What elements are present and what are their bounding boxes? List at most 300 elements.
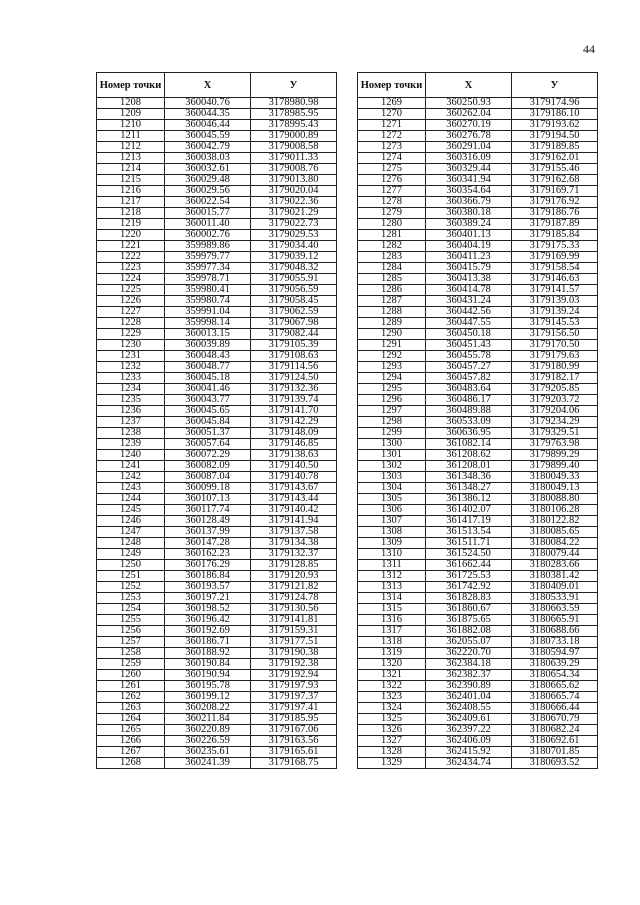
table-row (97, 230, 337, 241)
y-coordinate-cell: 3179763.98 (512, 439, 598, 450)
x-coordinate-cell: 362390.89 (426, 681, 512, 692)
point-number-cell: 1227 (97, 307, 165, 318)
point-number-cell: 1250 (97, 560, 165, 571)
point-number-cell: 1328 (358, 747, 426, 758)
table-row (97, 593, 337, 604)
x-coordinate-cell: 360042.79 (165, 142, 251, 153)
table-row (97, 450, 337, 461)
point-number-cell: 1261 (97, 681, 165, 692)
table-row (358, 505, 598, 516)
y-coordinate-cell: 3179203.72 (512, 395, 598, 406)
x-coordinate-cell: 361348.36 (426, 472, 512, 483)
table-row (97, 747, 337, 758)
table-row (97, 461, 337, 472)
point-number-cell: 1251 (97, 571, 165, 582)
point-number-cell: 1253 (97, 593, 165, 604)
point-number-cell: 1299 (358, 428, 426, 439)
point-number-cell: 1290 (358, 329, 426, 340)
y-coordinate-cell: 3179187.89 (512, 219, 598, 230)
table-header-row (97, 73, 337, 98)
x-coordinate-cell: 360208.22 (165, 703, 251, 714)
y-coordinate-cell: 3179168.75 (251, 758, 337, 769)
point-number-cell: 1246 (97, 516, 165, 527)
table-row (97, 659, 337, 670)
point-number-cell: 1280 (358, 219, 426, 230)
table-row (358, 604, 598, 615)
x-coordinate-cell: 360457.27 (426, 362, 512, 373)
point-number-cell: 1323 (358, 692, 426, 703)
x-coordinate-cell: 359980.74 (165, 296, 251, 307)
table-body-left (97, 98, 337, 769)
table-row (97, 109, 337, 120)
y-coordinate-cell: 3180682.24 (512, 725, 598, 736)
point-number-cell: 1314 (358, 593, 426, 604)
y-coordinate-cell: 3180663.59 (512, 604, 598, 615)
table-row (358, 318, 598, 329)
table-row (358, 703, 598, 714)
y-coordinate-cell: 3180409.01 (512, 582, 598, 593)
point-number-cell: 1307 (358, 516, 426, 527)
point-number-cell: 1277 (358, 186, 426, 197)
point-number-cell: 1278 (358, 197, 426, 208)
y-coordinate-cell: 3180084.22 (512, 538, 598, 549)
y-coordinate-cell: 3180665.91 (512, 615, 598, 626)
x-coordinate-cell: 360057.64 (165, 439, 251, 450)
point-number-cell: 1275 (358, 164, 426, 175)
x-coordinate-cell: 360038.03 (165, 153, 251, 164)
point-number-cell: 1315 (358, 604, 426, 615)
y-coordinate-cell: 3179011.33 (251, 153, 337, 164)
table-row (358, 384, 598, 395)
y-coordinate-cell: 3180283.66 (512, 560, 598, 571)
point-number-cell: 1245 (97, 505, 165, 516)
y-coordinate-cell: 3179180.99 (512, 362, 598, 373)
x-coordinate-cell: 360411.23 (426, 252, 512, 263)
point-number-cell: 1219 (97, 219, 165, 230)
y-coordinate-cell: 3179048.32 (251, 263, 337, 274)
table-row (358, 472, 598, 483)
x-coordinate-cell: 361208.01 (426, 461, 512, 472)
x-coordinate-cell: 359980.41 (165, 285, 251, 296)
table-row (97, 560, 337, 571)
x-coordinate-cell: 360043.77 (165, 395, 251, 406)
table-row (97, 208, 337, 219)
table-row (358, 230, 598, 241)
x-coordinate-cell: 360045.18 (165, 373, 251, 384)
point-number-cell: 1322 (358, 681, 426, 692)
y-coordinate-cell: 3179162.68 (512, 175, 598, 186)
x-coordinate-cell: 360450.18 (426, 329, 512, 340)
y-coordinate-cell: 3179120.93 (251, 571, 337, 582)
point-number-cell: 1281 (358, 230, 426, 241)
table-row (358, 153, 598, 164)
point-number-cell: 1271 (358, 120, 426, 131)
x-coordinate-cell: 362415.92 (426, 747, 512, 758)
point-number-cell: 1329 (358, 758, 426, 769)
point-number-cell: 1268 (97, 758, 165, 769)
table-row (97, 164, 337, 175)
point-number-cell: 1237 (97, 417, 165, 428)
table-row (97, 538, 337, 549)
x-coordinate-cell: 360188.92 (165, 648, 251, 659)
point-number-cell: 1289 (358, 318, 426, 329)
y-coordinate-cell: 3180085.65 (512, 527, 598, 538)
x-coordinate-cell: 360220.89 (165, 725, 251, 736)
x-coordinate-cell: 360192.69 (165, 626, 251, 637)
x-coordinate-cell: 360046.44 (165, 120, 251, 131)
x-header: X (426, 73, 512, 98)
table-row (97, 582, 337, 593)
y-coordinate-cell: 3180079.44 (512, 549, 598, 560)
x-coordinate-cell: 360087.04 (165, 472, 251, 483)
table-row (358, 736, 598, 747)
x-coordinate-cell: 360041.46 (165, 384, 251, 395)
y-coordinate-cell: 3179062.59 (251, 307, 337, 318)
point-number-cell: 1224 (97, 274, 165, 285)
y-coordinate-cell: 3179108.63 (251, 351, 337, 362)
table-row (97, 736, 337, 747)
y-coordinate-cell: 3179162.01 (512, 153, 598, 164)
point-number-cell: 1257 (97, 637, 165, 648)
x-coordinate-cell: 360533.09 (426, 417, 512, 428)
point-number-cell: 1313 (358, 582, 426, 593)
y-coordinate-cell: 3179021.29 (251, 208, 337, 219)
table-row (358, 692, 598, 703)
y-coordinate-cell: 3178980.98 (251, 98, 337, 109)
x-coordinate-cell: 360329.44 (426, 164, 512, 175)
x-coordinate-cell: 360147.28 (165, 538, 251, 549)
point-number-cell: 1244 (97, 494, 165, 505)
point-number-cell: 1308 (358, 527, 426, 538)
point-number-cell: 1220 (97, 230, 165, 241)
x-coordinate-cell: 360039.89 (165, 340, 251, 351)
table-row (358, 120, 598, 131)
x-coordinate-cell: 360045.84 (165, 417, 251, 428)
y-coordinate-cell: 3180381.42 (512, 571, 598, 582)
y-coordinate-cell: 3179169.71 (512, 186, 598, 197)
table-row (97, 648, 337, 659)
x-coordinate-cell: 359978.71 (165, 274, 251, 285)
point-number-cell: 1214 (97, 164, 165, 175)
y-coordinate-cell: 3179008.76 (251, 164, 337, 175)
point-number-cell: 1247 (97, 527, 165, 538)
table-row (358, 714, 598, 725)
point-number-cell: 1226 (97, 296, 165, 307)
point-number-cell: 1259 (97, 659, 165, 670)
y-coordinate-cell: 3179197.37 (251, 692, 337, 703)
x-coordinate-cell: 360241.39 (165, 758, 251, 769)
y-coordinate-cell: 3179000.89 (251, 131, 337, 142)
x-coordinate-cell: 360186.84 (165, 571, 251, 582)
table-row (97, 615, 337, 626)
table-row (97, 373, 337, 384)
table-row (358, 758, 598, 769)
y-coordinate-cell: 3179175.33 (512, 241, 598, 252)
table-row (97, 263, 337, 274)
y-coordinate-cell: 3180666.44 (512, 703, 598, 714)
x-coordinate-cell: 361417.19 (426, 516, 512, 527)
x-coordinate-cell: 360045.59 (165, 131, 251, 142)
point-number-cell: 1272 (358, 131, 426, 142)
y-header: У (251, 73, 337, 98)
x-coordinate-cell: 360162.23 (165, 549, 251, 560)
point-number-cell: 1282 (358, 241, 426, 252)
x-coordinate-cell: 361082.14 (426, 439, 512, 450)
x-coordinate-cell: 360072.29 (165, 450, 251, 461)
point-number-cell: 1285 (358, 274, 426, 285)
point-number-cell: 1293 (358, 362, 426, 373)
x-coordinate-cell: 360489.88 (426, 406, 512, 417)
y-coordinate-cell: 3180654.34 (512, 670, 598, 681)
point-number-cell: 1208 (97, 98, 165, 109)
table-row (97, 714, 337, 725)
y-coordinate-cell: 3179197.41 (251, 703, 337, 714)
y-coordinate-cell: 3179130.56 (251, 604, 337, 615)
point-number-cell: 1223 (97, 263, 165, 274)
point-number-header: Номер точки (358, 73, 426, 98)
point-number-cell: 1286 (358, 285, 426, 296)
y-coordinate-cell: 3179234.29 (512, 417, 598, 428)
table-row (358, 428, 598, 439)
table-row (358, 186, 598, 197)
x-coordinate-cell: 360404.19 (426, 241, 512, 252)
point-number-cell: 1304 (358, 483, 426, 494)
x-coordinate-cell: 360048.43 (165, 351, 251, 362)
x-coordinate-cell: 360186.71 (165, 637, 251, 648)
x-coordinate-cell: 362220.70 (426, 648, 512, 659)
table-row (358, 538, 598, 549)
table-row (358, 406, 598, 417)
point-number-cell: 1255 (97, 615, 165, 626)
table-row (97, 318, 337, 329)
x-coordinate-cell: 360235.61 (165, 747, 251, 758)
y-coordinate-cell: 3179139.24 (512, 307, 598, 318)
point-number-cell: 1276 (358, 175, 426, 186)
point-number-cell: 1317 (358, 626, 426, 637)
point-number-cell: 1241 (97, 461, 165, 472)
table-row (97, 142, 337, 153)
table-row (97, 692, 337, 703)
y-coordinate-cell: 3180106.28 (512, 505, 598, 516)
table-row (97, 384, 337, 395)
y-coordinate-cell: 3179190.38 (251, 648, 337, 659)
y-coordinate-cell: 3179140.42 (251, 505, 337, 516)
point-number-cell: 1213 (97, 153, 165, 164)
y-coordinate-cell: 3179182.17 (512, 373, 598, 384)
y-coordinate-cell: 3180049.13 (512, 483, 598, 494)
y-coordinate-cell: 3179176.92 (512, 197, 598, 208)
table-row (358, 340, 598, 351)
table-row (358, 263, 598, 274)
table-row (358, 373, 598, 384)
y-coordinate-cell: 3180639.29 (512, 659, 598, 670)
x-coordinate-cell: 361860.67 (426, 604, 512, 615)
point-number-cell: 1230 (97, 340, 165, 351)
table-row (358, 98, 598, 109)
table-body-right (358, 98, 598, 769)
y-coordinate-cell: 3179039.12 (251, 252, 337, 263)
x-coordinate-cell: 361828.83 (426, 593, 512, 604)
table-row (358, 527, 598, 538)
x-coordinate-cell: 360413.38 (426, 274, 512, 285)
y-coordinate-cell: 3179186.76 (512, 208, 598, 219)
y-header: У (512, 73, 598, 98)
table-row (358, 461, 598, 472)
table-row (97, 274, 337, 285)
point-number-cell: 1217 (97, 197, 165, 208)
table-row (97, 670, 337, 681)
y-coordinate-cell: 3179140.50 (251, 461, 337, 472)
table-row (97, 681, 337, 692)
x-coordinate-cell: 362055.07 (426, 637, 512, 648)
table-row (97, 604, 337, 615)
point-number-cell: 1302 (358, 461, 426, 472)
point-number-cell: 1319 (358, 648, 426, 659)
table-row (358, 417, 598, 428)
y-coordinate-cell: 3179167.06 (251, 725, 337, 736)
table-row (97, 406, 337, 417)
table-row (97, 395, 337, 406)
x-coordinate-cell: 360389.24 (426, 219, 512, 230)
table-row (97, 329, 337, 340)
table-row (97, 758, 337, 769)
y-coordinate-cell: 3179139.03 (512, 296, 598, 307)
point-number-cell: 1273 (358, 142, 426, 153)
table-row (358, 626, 598, 637)
point-number-cell: 1212 (97, 142, 165, 153)
table-row (358, 296, 598, 307)
table-row (358, 351, 598, 362)
x-coordinate-cell: 360415.79 (426, 263, 512, 274)
y-coordinate-cell: 3179121.82 (251, 582, 337, 593)
table-row (358, 439, 598, 450)
y-coordinate-cell: 3179189.85 (512, 142, 598, 153)
y-coordinate-cell: 3180733.18 (512, 637, 598, 648)
y-coordinate-cell: 3179194.50 (512, 131, 598, 142)
x-coordinate-cell: 360250.93 (426, 98, 512, 109)
point-number-cell: 1312 (358, 571, 426, 582)
x-coordinate-cell: 360341.94 (426, 175, 512, 186)
y-coordinate-cell: 3179034.40 (251, 241, 337, 252)
y-coordinate-cell: 3180533.91 (512, 593, 598, 604)
point-number-cell: 1254 (97, 604, 165, 615)
x-coordinate-cell: 360013.15 (165, 329, 251, 340)
x-coordinate-cell: 360051.37 (165, 428, 251, 439)
point-number-cell: 1309 (358, 538, 426, 549)
point-number-cell: 1316 (358, 615, 426, 626)
point-number-cell: 1210 (97, 120, 165, 131)
table-row (97, 527, 337, 538)
table-row (358, 582, 598, 593)
y-coordinate-cell: 3180670.79 (512, 714, 598, 725)
table-row (358, 659, 598, 670)
y-coordinate-cell: 3179142.29 (251, 417, 337, 428)
table-row (358, 593, 598, 604)
y-coordinate-cell: 3179124.78 (251, 593, 337, 604)
table-row (97, 571, 337, 582)
x-coordinate-cell: 361402.07 (426, 505, 512, 516)
point-number-cell: 1327 (358, 736, 426, 747)
y-coordinate-cell: 3179139.74 (251, 395, 337, 406)
x-coordinate-cell: 360044.35 (165, 109, 251, 120)
x-coordinate-cell: 360262.04 (426, 109, 512, 120)
x-coordinate-cell: 361882.08 (426, 626, 512, 637)
point-number-cell: 1252 (97, 582, 165, 593)
y-coordinate-cell: 3179143.44 (251, 494, 337, 505)
x-coordinate-cell: 360226.59 (165, 736, 251, 747)
y-coordinate-cell: 3179029.53 (251, 230, 337, 241)
y-coordinate-cell: 3180665.74 (512, 692, 598, 703)
y-coordinate-cell: 3179156.50 (512, 329, 598, 340)
point-number-cell: 1256 (97, 626, 165, 637)
table-row (97, 549, 337, 560)
table-row (358, 494, 598, 505)
point-number-cell: 1325 (358, 714, 426, 725)
page-number: 44 (583, 42, 595, 56)
y-coordinate-cell: 3179141.81 (251, 615, 337, 626)
y-coordinate-cell: 3179146.85 (251, 439, 337, 450)
x-coordinate-cell: 360011.40 (165, 219, 251, 230)
point-number-cell: 1269 (358, 98, 426, 109)
table-row (358, 571, 598, 582)
y-coordinate-cell: 3179158.54 (512, 263, 598, 274)
point-number-cell: 1318 (358, 637, 426, 648)
y-coordinate-cell: 3179140.78 (251, 472, 337, 483)
table-row (97, 197, 337, 208)
point-number-cell: 1233 (97, 373, 165, 384)
point-number-cell: 1221 (97, 241, 165, 252)
x-coordinate-cell: 360137.99 (165, 527, 251, 538)
y-coordinate-cell: 3179159.31 (251, 626, 337, 637)
table-row (97, 153, 337, 164)
table-row (358, 483, 598, 494)
point-number-cell: 1249 (97, 549, 165, 560)
x-coordinate-cell: 362397.22 (426, 725, 512, 736)
y-coordinate-cell: 3179155.46 (512, 164, 598, 175)
point-number-cell: 1306 (358, 505, 426, 516)
table-row (97, 362, 337, 373)
x-coordinate-cell: 360199.12 (165, 692, 251, 703)
x-coordinate-cell: 360380.18 (426, 208, 512, 219)
x-coordinate-cell: 359998.14 (165, 318, 251, 329)
x-coordinate-cell: 360636.95 (426, 428, 512, 439)
y-coordinate-cell: 3179192.38 (251, 659, 337, 670)
y-coordinate-cell: 3179105.39 (251, 340, 337, 351)
x-coordinate-cell: 362406.09 (426, 736, 512, 747)
y-coordinate-cell: 3179141.94 (251, 516, 337, 527)
table-row (97, 120, 337, 131)
y-coordinate-cell: 3179058.45 (251, 296, 337, 307)
table-row (358, 549, 598, 560)
y-coordinate-cell: 3179082.44 (251, 329, 337, 340)
x-coordinate-cell: 360483.64 (426, 384, 512, 395)
point-number-cell: 1260 (97, 670, 165, 681)
x-coordinate-cell: 362408.55 (426, 703, 512, 714)
y-coordinate-cell: 3179185.84 (512, 230, 598, 241)
table-row (97, 626, 337, 637)
point-number-cell: 1303 (358, 472, 426, 483)
point-number-cell: 1267 (97, 747, 165, 758)
table-row (358, 252, 598, 263)
point-number-cell: 1228 (97, 318, 165, 329)
x-coordinate-cell: 362409.61 (426, 714, 512, 725)
x-coordinate-cell: 360451.43 (426, 340, 512, 351)
point-number-cell: 1234 (97, 384, 165, 395)
table-row (97, 703, 337, 714)
table-header-row (358, 73, 598, 98)
y-coordinate-cell: 3179192.94 (251, 670, 337, 681)
y-coordinate-cell: 3179163.56 (251, 736, 337, 747)
